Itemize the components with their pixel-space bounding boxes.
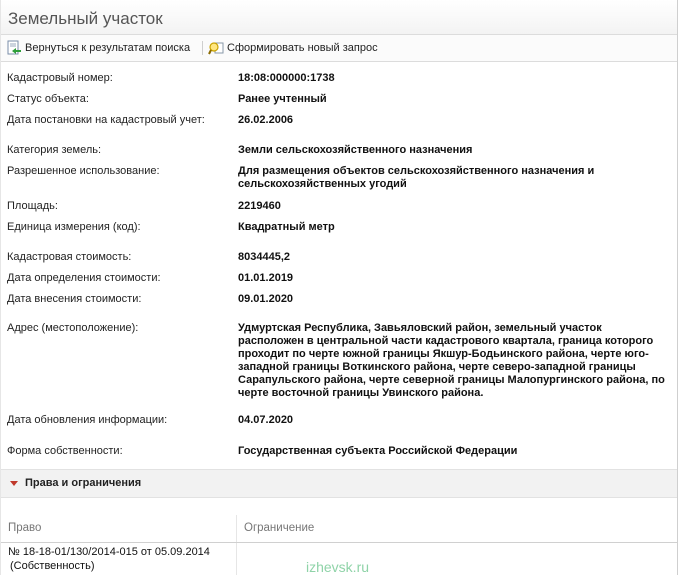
field-label: Площадь: — [7, 200, 58, 212]
column-header-restriction: Ограничение — [244, 522, 315, 534]
page-title: Земельный участок — [8, 9, 163, 28]
column-divider — [236, 543, 237, 575]
column-header-right: Право — [8, 522, 42, 534]
field-label: Единица измерения (код): — [7, 221, 141, 233]
right-type-cell: (Собственность) — [10, 560, 95, 572]
field-label: Форма собственности: — [7, 445, 123, 457]
field-value: Для размещения объектов сельскохозяйственного назначения и сельскохозяйственных угодий — [238, 165, 595, 190]
field-label: Адрес (местоположение): — [7, 322, 139, 334]
watermark-text: izhevsk.ru — [306, 559, 370, 575]
field-value: 04.07.2020 — [238, 414, 294, 426]
field-label: Кадастровая стоимость: — [7, 251, 132, 263]
field-label: Категория земель: — [7, 144, 102, 156]
field-value: 26.02.2006 — [238, 114, 294, 126]
field-value: Земли сельскохозяйственного назначения — [238, 144, 473, 156]
rights-section-title: Права и ограничения — [25, 477, 142, 489]
field-value: Государственная субъекта Российской Федерации — [238, 445, 518, 457]
column-divider — [236, 515, 237, 542]
rights-section-toggle[interactable] — [1, 469, 677, 498]
field-value: 8034445,2 — [238, 251, 290, 263]
field-value: Ранее учтенный — [238, 93, 327, 105]
field-label: Дата постановки на кадастровый учет: — [7, 114, 205, 126]
right-registration-cell: № 18-18-01/130/2014-015 от 05.09.2014 — [8, 546, 210, 558]
search-query-icon — [208, 40, 224, 56]
rights-table-header — [1, 515, 677, 543]
field-label: Дата определения стоимости: — [7, 272, 161, 284]
field-label: Статус объекта: — [7, 93, 89, 105]
toolbar-divider — [202, 41, 203, 55]
field-label: Дата внесения стоимости: — [7, 293, 142, 305]
back-to-results-label: Вернуться к результатам поиска — [25, 42, 191, 54]
field-value: Квадратный метр — [238, 221, 335, 233]
back-document-icon — [6, 40, 22, 56]
field-label: Разрешенное использование: — [7, 165, 160, 177]
field-label: Кадастровый номер: — [7, 72, 113, 84]
new-query-label: Сформировать новый запрос — [227, 42, 378, 54]
field-label: Дата обновления информации: — [7, 414, 168, 426]
field-value: 09.01.2020 — [238, 293, 294, 305]
field-value: Удмуртская Республика, Завьяловский район, земельный участок расположен в центральной части кадастрового квартала, граница которого проходит по черте южной границы Якшур-Бодьинского района, черте юго-западной границы Воткинского района, черте северо-западной границы Сарапульского района, черте северной границы Малопургинского района, по черте восточной границы Увинского района. — [238, 322, 665, 399]
toolbar — [1, 35, 677, 62]
expand-arrow-icon — [10, 481, 18, 486]
title-bar — [1, 0, 677, 35]
field-value: 2219460 — [238, 200, 281, 212]
field-value: 18:08:000000:1738 — [238, 72, 335, 84]
field-value: 01.01.2019 — [238, 272, 294, 284]
